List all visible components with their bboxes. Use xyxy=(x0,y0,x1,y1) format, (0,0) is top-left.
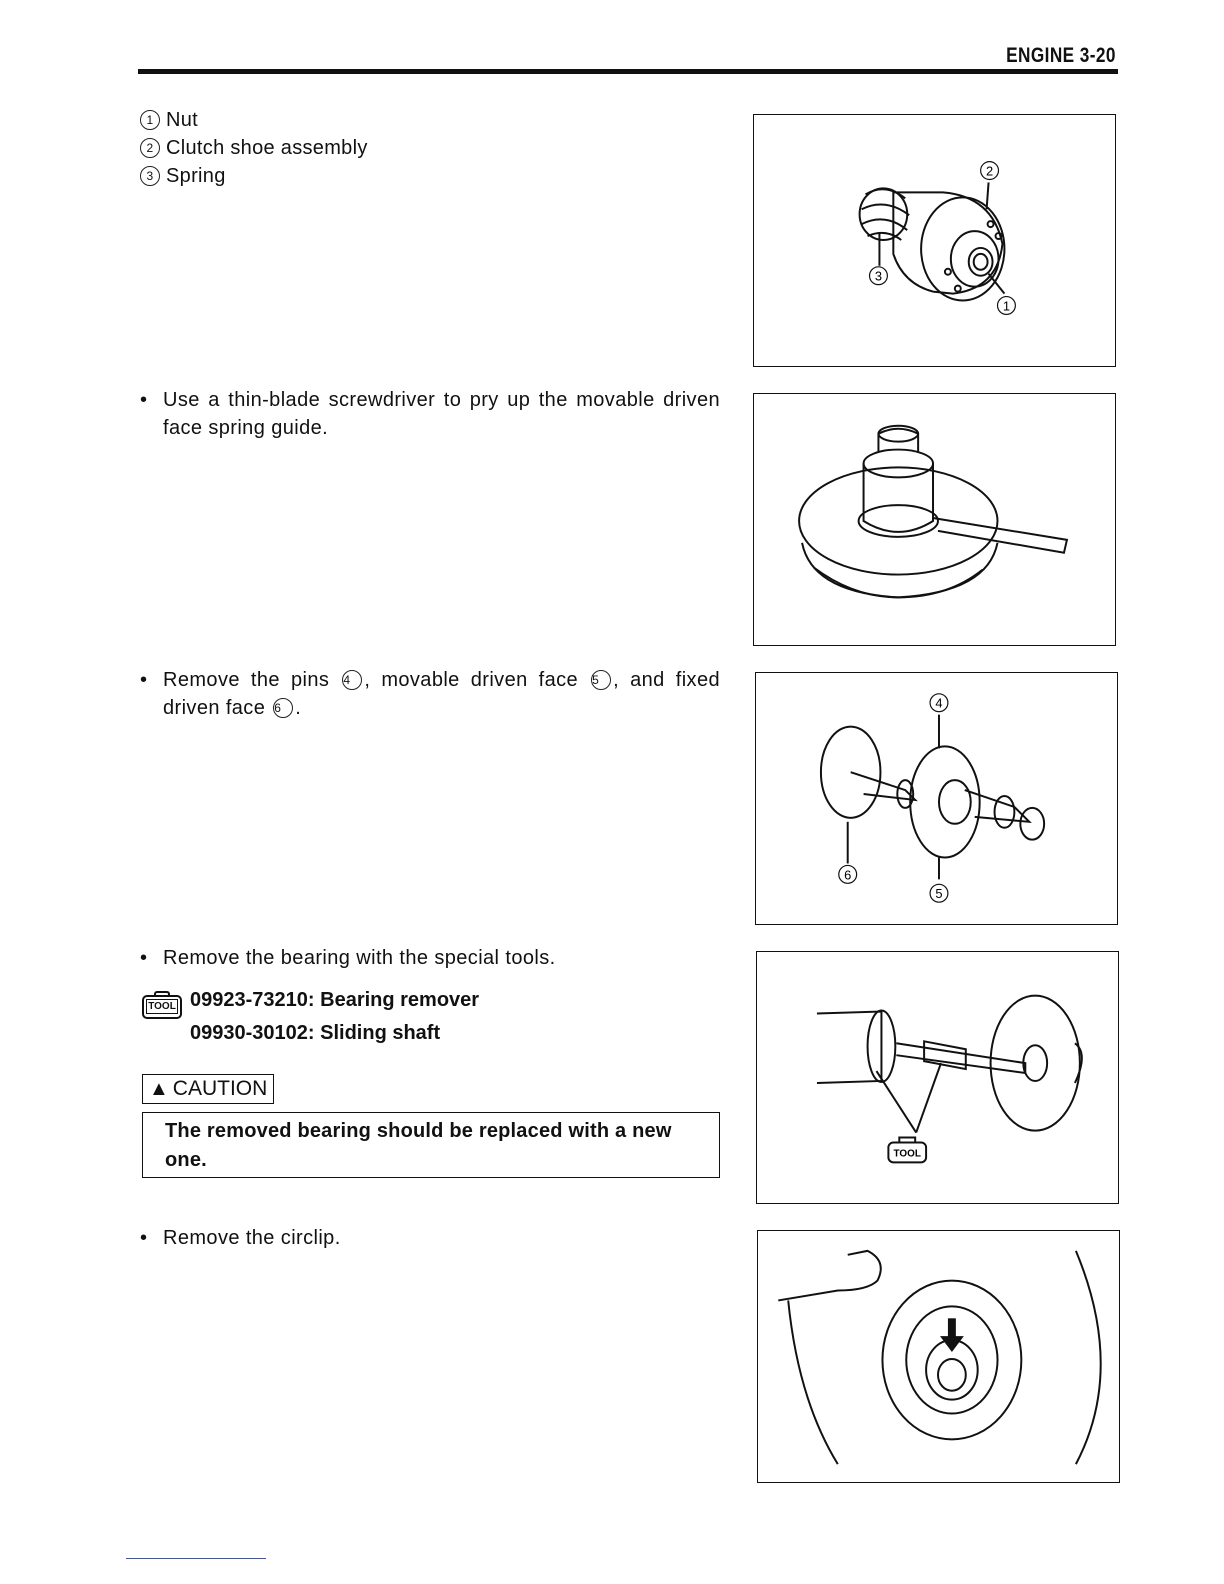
spring-guide-illustration xyxy=(754,394,1115,645)
step-text-part: , movable driven face xyxy=(364,669,579,691)
callout-number: 3 xyxy=(874,268,883,284)
callout-number: 4 xyxy=(935,695,943,711)
callout-4 xyxy=(930,694,948,712)
figure-clutch-assembly xyxy=(753,114,1116,367)
caution-label-text: CAUTION xyxy=(172,1077,268,1100)
step-text-part: Remove the pins xyxy=(163,669,330,691)
driven-faces-illustration xyxy=(756,673,1117,924)
legend-item xyxy=(140,162,368,190)
callout-number: 1 xyxy=(140,110,160,130)
callout-number: 4 xyxy=(342,670,362,690)
callout-3 xyxy=(870,267,888,285)
special-tools xyxy=(142,986,479,1047)
legend-label: Clutch shoe assembly xyxy=(166,137,368,159)
legend-item xyxy=(140,134,368,162)
callout-number: 5 xyxy=(935,886,943,902)
figure-driven-faces xyxy=(755,672,1118,925)
bullet-dot: • xyxy=(140,947,148,969)
step-remove-bearing xyxy=(140,944,720,972)
footer-link-rule xyxy=(126,1558,266,1559)
legend-item xyxy=(140,106,368,134)
bullet-dot: • xyxy=(140,669,148,691)
tool-badge-label: TOOL xyxy=(893,1148,921,1160)
step-pry-spring-guide xyxy=(140,386,720,442)
clutch-assembly-illustration xyxy=(754,115,1115,366)
step-remove-circlip xyxy=(140,1224,720,1252)
step-text: Remove the circlip. xyxy=(163,1227,341,1249)
tool-icon xyxy=(142,995,182,1019)
bearing-remover-illustration xyxy=(757,952,1118,1203)
callout-number: 5 xyxy=(591,670,611,690)
tool-icon xyxy=(888,1138,926,1163)
legend-label: Spring xyxy=(166,165,226,187)
warning-triangle-icon: ▲ xyxy=(149,1078,169,1100)
arrow-down-icon xyxy=(940,1318,964,1352)
tool-code: 09930-30102: xyxy=(190,1022,315,1044)
header-rule xyxy=(138,69,1118,74)
figure-spring-guide xyxy=(753,393,1116,646)
tool-row xyxy=(190,1019,479,1047)
callout-number: 6 xyxy=(273,698,293,718)
page-header-title: ENGINE 3-20 xyxy=(1006,44,1116,67)
step-text: Remove the bearing with the special tools. xyxy=(163,947,556,969)
figure-circlip xyxy=(757,1230,1120,1483)
tool-name: Bearing remover xyxy=(320,989,480,1011)
callout-1 xyxy=(997,297,1015,315)
callout-number: 1 xyxy=(1002,298,1011,314)
tool-code: 09923-73210: xyxy=(190,989,315,1011)
legend-label: Nut xyxy=(166,109,199,131)
caution-label xyxy=(142,1074,274,1104)
parts-legend xyxy=(140,106,368,190)
circlip-illustration xyxy=(758,1231,1119,1482)
callout-number: 2 xyxy=(140,138,160,158)
callout-number: 6 xyxy=(844,867,852,883)
step-text: Use a thin-blade screwdriver to pry up the movable driven face spring guide. xyxy=(163,389,720,439)
callout-number: 3 xyxy=(140,166,160,186)
step-remove-pins xyxy=(140,666,720,722)
bullet-dot: • xyxy=(140,1227,148,1249)
callout-number: 2 xyxy=(985,163,994,179)
callout-5 xyxy=(930,884,948,902)
callout-6 xyxy=(839,865,857,883)
bullet-dot: • xyxy=(140,389,148,411)
caution-box: The removed bearing should be replaced with a new one. xyxy=(142,1112,720,1178)
tool-badge-label: TOOL xyxy=(148,1001,176,1012)
tool-name: Sliding shaft xyxy=(320,1022,441,1044)
step-text-part: , and fixed driven face xyxy=(163,669,720,719)
tool-row xyxy=(142,986,479,1019)
step-text xyxy=(163,666,720,722)
callout-2 xyxy=(981,162,999,180)
step-text-part: . xyxy=(295,697,302,719)
figure-bearing-remover xyxy=(756,951,1119,1204)
